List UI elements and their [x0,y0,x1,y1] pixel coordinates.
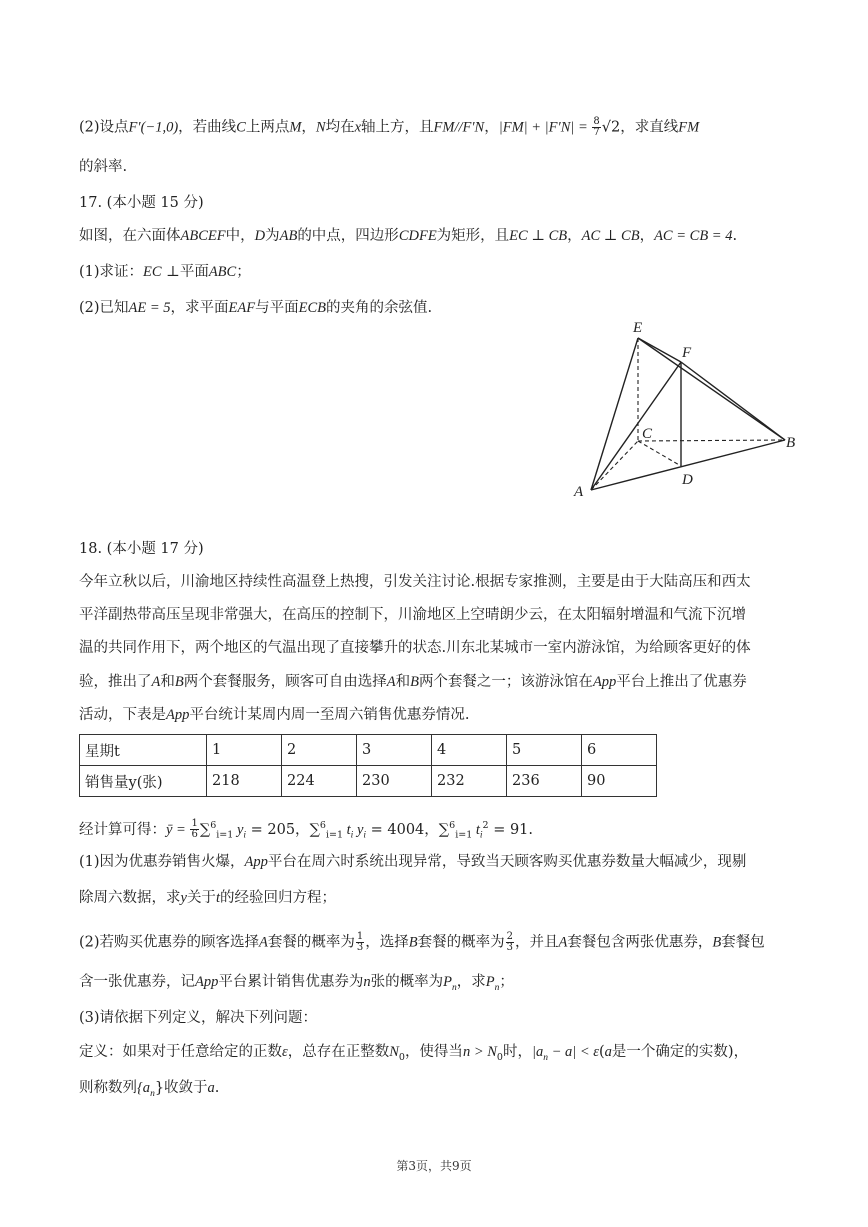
q18-para-line5: 活动，下表是App平台统计某周内周一至周六销售优惠券情况. [79,707,470,723]
q18-para-line3: 温的共同作用下，两个地区的气温出现了直接攀升的状态.川东北某城市一室内游泳馆，为给顾客更好的体 [79,640,751,656]
table-cell: 3 [357,735,432,766]
q18-part1-line1: (1)因为优惠券销售火爆，App平台在周六时系统出现异常，导致当天顾客购买优惠券数量大幅减少，现剔 [79,854,747,870]
q18-part3: (3)请依据下列定义，解决下列问题： [79,1010,318,1026]
table-header-y: 销售量y(张) [80,766,207,797]
table-cell: 90 [582,766,657,797]
page-footer: 第3页，共9页 [396,1159,472,1173]
label-B: B [786,435,796,451]
table-cell: 5 [507,735,582,766]
fraction-1-6: $\frac{1}{6}$ [191,818,198,841]
q18-para-line2: 平洋副热带高压呈现非常强大，在高压的控制下，川渝地区上空晴朗少云，在太阳辐射增温和气流下沉增 [79,607,746,623]
q18-calc: 经计算可得：ȳ = $\frac{1}{6}$ ∑$^6_{i=1}$ $y_i = 205$，∑$^6_{i=1}$ $t_i$ $y_i = 4004$，∑$^6_{i=1}$ $t_i^2 = 91$. [79,818,534,841]
label-D: D [682,472,693,488]
table-cell: 224 [282,766,357,797]
edge-FB [681,362,785,440]
edge-CD [638,441,681,466]
q17-part1: (1)求证：EC ⊥平面ABC； [79,264,251,280]
edge-CB [638,440,785,441]
table-cell: 218 [207,766,282,797]
fraction-1-3: $\frac{1}{3}$ [356,931,364,953]
q18-definition-line1: 定义：如果对于任意给定的正数ε，总存在正整数$N_0$，使得当$n > N_0$时，$|a_n - a| < \varepsilon(a$是一个确定的实数)， [79,1044,749,1063]
table-cell: 230 [357,766,432,797]
q18-part1-line2: 除周六数据，求y关于t的经验回归方程； [79,890,336,906]
fraction-2-3: $\frac{2}{3}$ [506,931,514,953]
label-F: F [682,345,692,361]
q18-para-line4: 验，推出了A和B两个套餐服务，顾客可自由选择A和B两个套餐之一；该游泳馆在App平台上推出了优惠券 [79,674,747,690]
table-cell: 1 [207,735,282,766]
hexahedron-figure [560,318,810,508]
sales-table [79,734,657,797]
q16-part2-line1: (2)设点F′(−1,0)，若曲线C上两点M，N均在x轴上方，且FM//F′N，|FM| + |F′N| = $\frac{8}{7}$ √2，求直线FM [79,116,700,138]
label-E: E [633,320,643,336]
label-C: C [642,426,653,442]
table-cell: 2 [282,735,357,766]
table-cell: 6 [582,735,657,766]
table-cell: 236 [507,766,582,797]
table-row-sales [80,766,657,797]
table-row-weekday [80,735,657,766]
table-header-t: 星期t [80,735,207,766]
q17-header: 17. (本小题 15 分) [79,195,204,211]
label-A: A [574,484,584,500]
fraction-8-7: $\frac{8}{7}$ [593,116,600,138]
q18-para-line1: 今年立秋以后，川渝地区持续性高温登上热搜，引发关注讨论.根据专家推测，主要是由于大陆高压和西太 [79,574,751,590]
q16-part2-line2: 的斜率. [79,159,128,175]
q18-header: 18. (本小题 17 分) [79,541,204,557]
q18-part2-line1: (2)若购买优惠券的顾客选择A套餐的概率为 $\frac{1}{3}$ ，选择B套餐的概率为 $\frac{2}{3}$ ，并且A套餐包含两张优惠券，B套餐包 [79,931,765,953]
q17-stem: 如图，在六面体ABCEF中，D为AB的中点，四边形CDFE为矩形，且EC ⊥ CB，AC ⊥ CB，AC = CB = 4. [79,228,738,244]
edge-AE [591,338,638,490]
table-cell: 4 [432,735,507,766]
q18-part2-line2: 含一张优惠券，记App平台累计销售优惠券为n张的概率为$P_n$，求$P_n$； [79,974,514,993]
edge-EF [638,338,681,362]
edge-EB [638,338,785,440]
table-cell: 232 [432,766,507,797]
q17-part2: (2)已知AE = 5，求平面EAF与平面ECB的夹角的余弦值. [79,300,433,316]
q18-definition-line2: 则称数列$\{a_n\}$收敛于a. [79,1080,220,1099]
